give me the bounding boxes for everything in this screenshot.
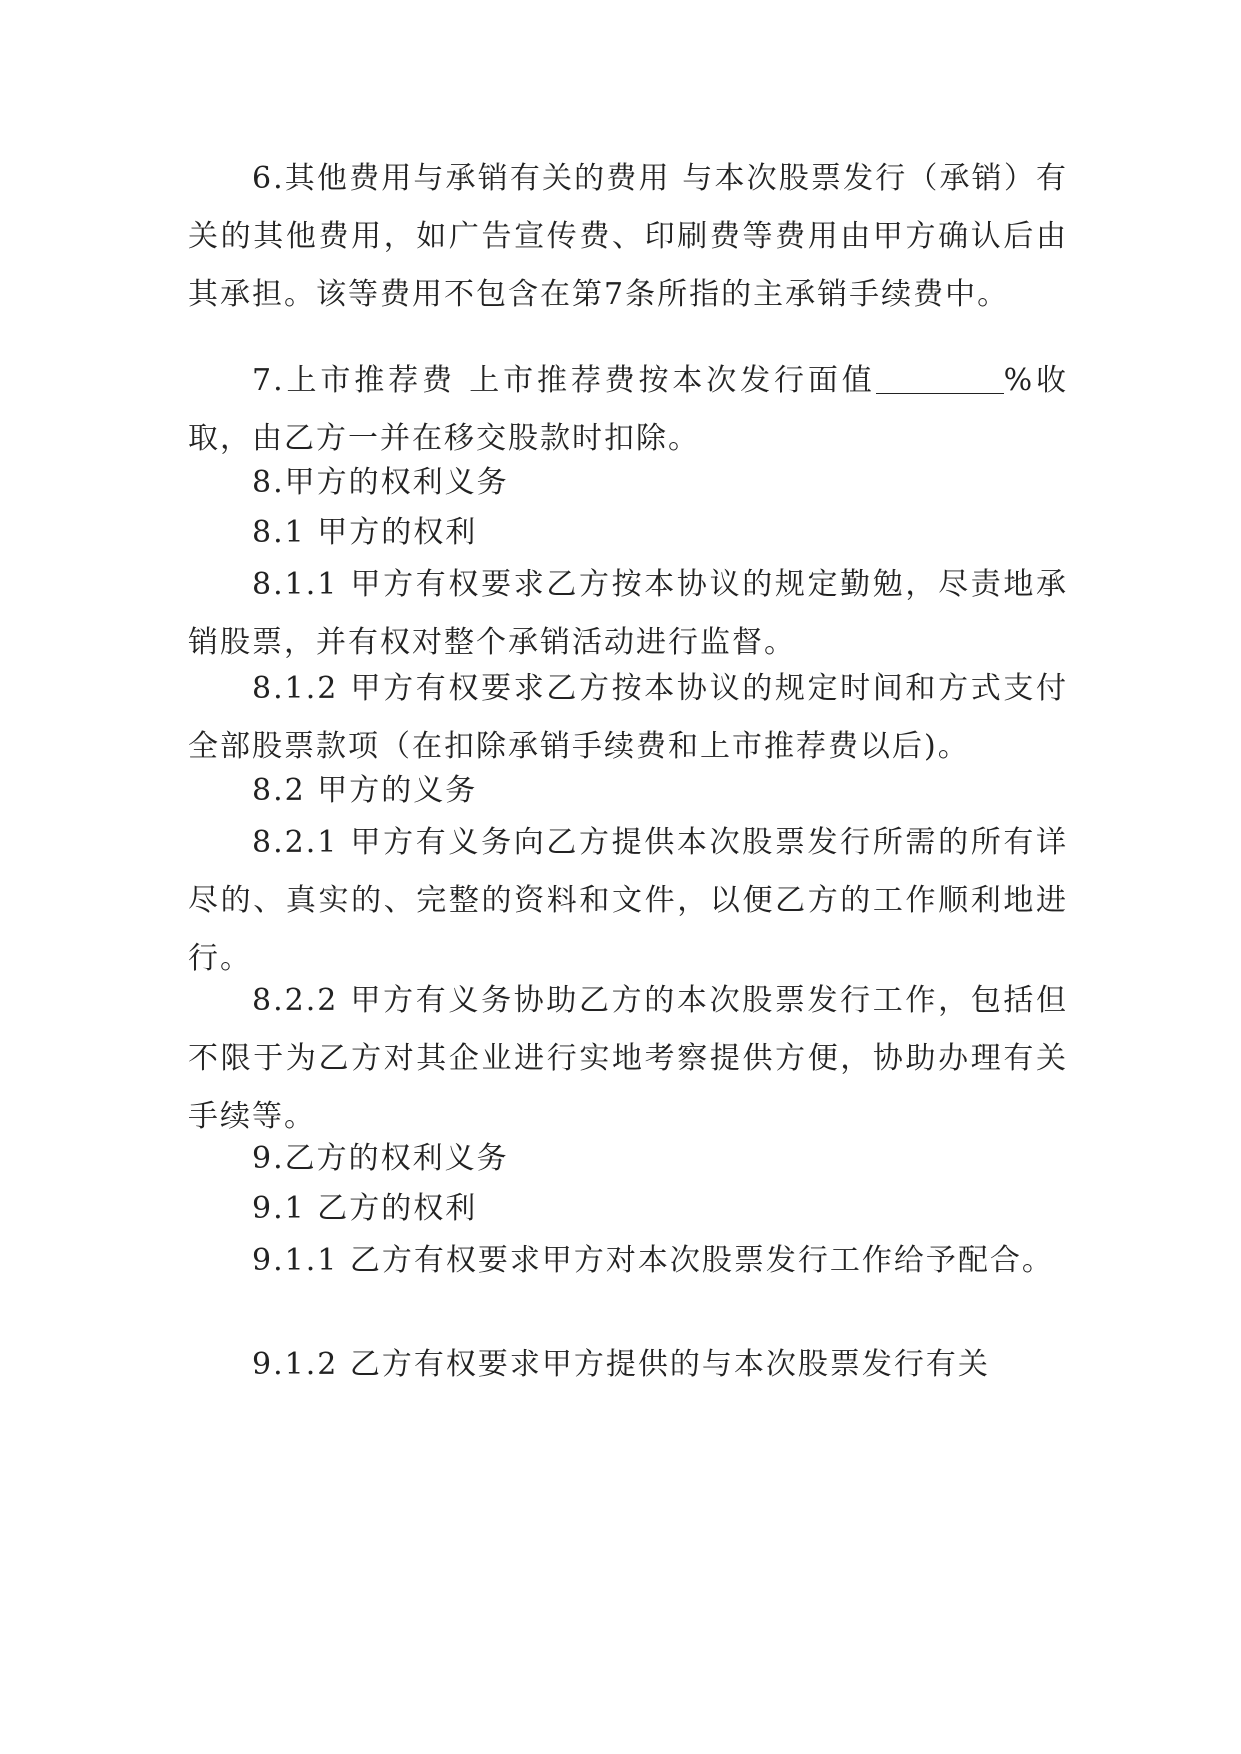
heading-9-party-b-rights-obligations: 9.乙方的权利义务 (252, 1141, 509, 1176)
paragraph-6-other-fees: 6.其他费用与承销有关的费用 与本次股票发行（承销）有关的其他费用，如广告宣传费、印刷费等费用由甲方确认后由其承担。该等费用不包含在第7条所指的主承销手续费中。 (188, 161, 1068, 312)
paragraph-9-1-1: 9.1.1 乙方有权要求甲方对本次股票发行工作给予配合。 (252, 1243, 1054, 1278)
fill-in-blank (876, 363, 1004, 394)
paragraph-8-1-2: 8.1.2 甲方有权要求乙方按本协议的规定时间和方式支付全部股票款项（在扣除承销手续费和上市推荐费以后)。 (188, 671, 1068, 764)
paragraph-7-listing-fee (188, 352, 1068, 468)
heading-9-1-party-b-rights: 9.1 乙方的权利 (252, 1191, 478, 1226)
heading-8-party-a-rights-obligations: 8.甲方的权利义务 (252, 465, 509, 500)
heading-8-2-party-a-obligations: 8.2 甲方的义务 (252, 773, 478, 808)
paragraph-8-2-1: 8.2.1 甲方有义务向乙方提供本次股票发行所需的所有详尽的、真实的、完整的资料和文件，以便乙方的工作顺利地进行。 (188, 825, 1068, 976)
heading-8-1-party-a-rights: 8.1 甲方的权利 (252, 515, 478, 550)
paragraph-8-2-2: 8.2.2 甲方有义务协助乙方的本次股票发行工作，包括但不限于为乙方对其企业进行实地考察提供方便，协助办理有关手续等。 (188, 983, 1068, 1134)
paragraph-7-text-after: %收取，由乙方一并在移交股款时扣除。 (188, 363, 1068, 456)
paragraph-8-1-1: 8.1.1 甲方有权要求乙方按本协议的规定勤勉，尽责地承销股票，并有权对整个承销活动进行监督。 (188, 567, 1068, 660)
paragraph-7-text-before: 7.上市推荐费 上市推荐费按本次发行面值 (252, 363, 876, 398)
paragraph-9-1-2: 9.1.2 乙方有权要求甲方提供的与本次股票发行有关 (252, 1347, 990, 1382)
